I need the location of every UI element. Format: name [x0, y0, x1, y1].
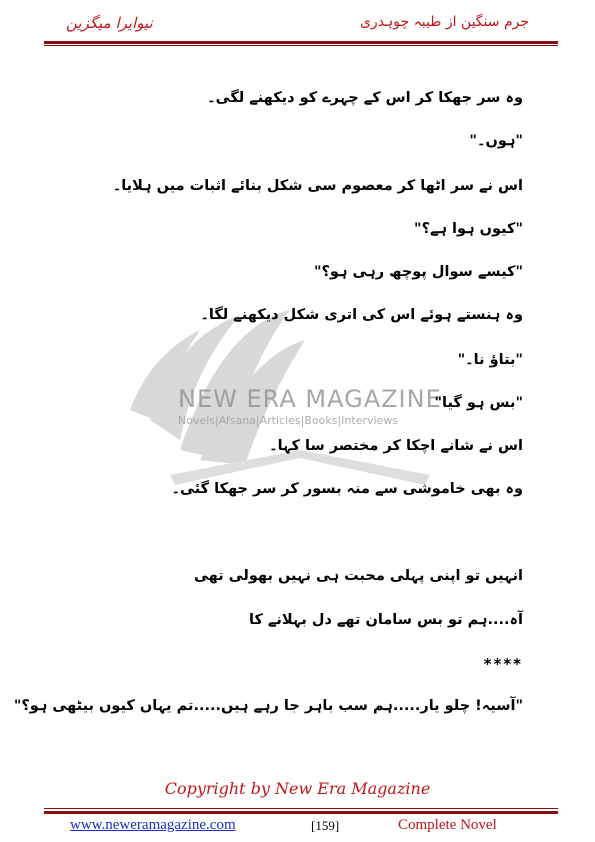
magazine-name: نیوایرا میگزین: [66, 14, 153, 32]
website-link[interactable]: www.neweramagazine.com: [70, 817, 236, 833]
text-line: وہ ہنستے ہوئے اس کی اتری شکل دیکھنے لگا۔: [200, 307, 523, 323]
header-divider: [44, 41, 558, 44]
section-break: ****: [483, 655, 523, 673]
copyright-notice: Copyright by New Era Magazine: [164, 779, 431, 798]
footer-divider-thin: [44, 808, 558, 809]
text-line: "کیسے سوال پوچھ رہی ہو؟": [313, 264, 523, 280]
text-line: "بتاؤ نا۔": [457, 352, 523, 368]
poetry-line: انہیں تو اپنی پہلی محبت ہی نہیں بھولی تھی: [193, 568, 523, 584]
header-divider-thin: [44, 45, 558, 46]
footer-divider: [44, 811, 558, 814]
text-line: وہ سر جھکا کر اس کے چہرے کو دیکھنے لگی۔: [207, 90, 523, 106]
text-line: "ہوں۔": [469, 133, 523, 149]
footer-label: Complete Novel: [398, 817, 497, 833]
text-line: "بس ہو گیا": [434, 395, 523, 411]
page-header: [0, 8, 595, 38]
watermark-title: NEW ERA MAGAZINE: [178, 385, 442, 413]
text-line: وہ بھی خاموشی سے منہ بسور کر سر جھکا گئی۔: [171, 481, 523, 497]
watermark-subtitle: Novels|Afsana|Articles|Books|Interviews: [178, 414, 399, 427]
text-line: اس نے شانے اچکا کر مختصر سا کہا۔: [269, 438, 523, 454]
text-line: "کیوں ہوا ہے؟": [414, 221, 523, 237]
page-number: [159]: [311, 818, 340, 833]
poetry-line: آہ....ہم تو بس سامان تھے دل بہلانے کا: [249, 612, 523, 628]
text-line: اس نے سر اٹھا کر معصوم سی شکل بنائے اثبات میں ہلایا۔: [112, 178, 523, 194]
text-line: "آسیہ! چلو یار.....ہم سب باہر جا رہے ہیں.....تم یہاں کیوں بیٹھی ہو؟": [13, 698, 523, 714]
novel-title: جرم سنگین از طیبہ چوہدری: [359, 14, 529, 30]
